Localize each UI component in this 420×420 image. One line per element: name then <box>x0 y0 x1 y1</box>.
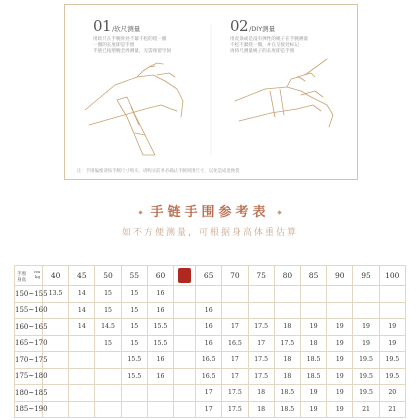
size-cell: 14 <box>69 319 95 336</box>
size-cell: 15 <box>121 319 147 336</box>
size-cell <box>353 286 379 303</box>
table-row <box>15 401 406 418</box>
weight-col: 65 <box>196 266 222 286</box>
table-header-row <box>15 266 406 286</box>
seal-column-cell <box>174 401 196 418</box>
size-cell: 15 <box>121 302 147 319</box>
size-cell: 17 <box>248 335 274 352</box>
seal-icon <box>178 268 191 283</box>
size-cell: 17.5 <box>248 368 274 385</box>
size-cell: 19 <box>327 401 353 418</box>
size-cell: 13.5 <box>43 286 69 303</box>
size-cell <box>222 302 248 319</box>
table-row <box>15 319 406 336</box>
table-row <box>15 385 406 402</box>
diamond-icon <box>277 210 281 214</box>
size-cell <box>95 352 121 369</box>
size-cell: 17.5 <box>222 385 248 402</box>
size-cell: 17.5 <box>222 401 248 418</box>
size-cell: 19.5 <box>353 385 379 402</box>
size-cell: 16 <box>147 286 173 303</box>
weight-col: 60 <box>147 266 173 286</box>
size-cell <box>274 286 300 303</box>
size-cell: 17 <box>196 401 222 418</box>
height-range: 170~175 <box>15 352 43 369</box>
size-cell: 17 <box>196 385 222 402</box>
diamond-icon <box>139 210 143 214</box>
seal-column-cell <box>174 335 196 352</box>
height-range: 155~160 <box>15 302 43 319</box>
size-cell: 15 <box>95 302 121 319</box>
size-cell <box>379 302 405 319</box>
size-cell: 18.5 <box>300 352 326 369</box>
size-cell <box>69 368 95 385</box>
size-cell: 19 <box>327 352 353 369</box>
size-cell: 16 <box>147 352 173 369</box>
step-2-description: 用皮条或是没有弹性的绳子在手腕测量 不松不紧绕一圈，并在交接处标记 再将尺测量绳子的长度即是手围 <box>230 37 309 55</box>
size-cell <box>69 401 95 418</box>
size-cell: 18 <box>300 335 326 352</box>
weight-col: 85 <box>300 266 326 286</box>
size-cell: 15 <box>95 286 121 303</box>
size-cell: 19 <box>300 401 326 418</box>
table-row <box>15 302 406 319</box>
size-cell <box>327 302 353 319</box>
size-cell <box>248 286 274 303</box>
size-cell <box>69 352 95 369</box>
size-cell: 15.5 <box>147 335 173 352</box>
size-cell <box>300 302 326 319</box>
size-cell: 17.5 <box>248 319 274 336</box>
size-cell <box>121 401 147 418</box>
size-cell: 16.5 <box>196 368 222 385</box>
size-cell: 19.5 <box>353 352 379 369</box>
table-row <box>15 335 406 352</box>
size-cell: 18.5 <box>300 368 326 385</box>
size-cell: 17.5 <box>274 335 300 352</box>
table-row <box>15 352 406 369</box>
seal-column-cell <box>174 368 196 385</box>
weight-col: 95 <box>353 266 379 286</box>
size-cell: 19 <box>327 368 353 385</box>
size-cell: 19 <box>353 319 379 336</box>
size-cell: 18.5 <box>274 401 300 418</box>
step-1-description: 用软尺在手腕骨处不紧不松的绕一圈 一圈的长度即是手围 手链已按照腕全周测量，无需预留空间 <box>93 37 172 55</box>
size-cell: 18 <box>274 319 300 336</box>
size-cell <box>300 286 326 303</box>
size-cell <box>248 302 274 319</box>
seal-column-cell <box>174 319 196 336</box>
size-cell <box>327 286 353 303</box>
size-cell: 16 <box>196 319 222 336</box>
step-1-number: 01 <box>93 17 112 35</box>
size-cell: 19 <box>327 319 353 336</box>
table-row <box>15 368 406 385</box>
size-cell: 15 <box>121 286 147 303</box>
size-cell: 17.5 <box>248 352 274 369</box>
size-cell <box>147 385 173 402</box>
size-cell <box>95 401 121 418</box>
step-1 <box>93 17 203 56</box>
size-cell <box>95 368 121 385</box>
height-range: 180~185 <box>15 385 43 402</box>
weight-col: 90 <box>327 266 353 286</box>
size-cell: 15.5 <box>121 368 147 385</box>
weight-col: 40 <box>43 266 69 286</box>
weight-col: 80 <box>274 266 300 286</box>
size-cell: 19 <box>327 335 353 352</box>
size-cell: 15.5 <box>147 319 173 336</box>
size-cell: 19 <box>353 335 379 352</box>
table-row <box>15 286 406 303</box>
step-2 <box>230 17 340 56</box>
seal-column-cell <box>174 352 196 369</box>
size-cell <box>69 385 95 402</box>
size-cell: 14 <box>69 302 95 319</box>
instruction-panel <box>64 4 358 180</box>
size-cell: 17 <box>222 368 248 385</box>
height-range: 160~165 <box>15 319 43 336</box>
size-cell: 18.5 <box>274 385 300 402</box>
size-cell: 19.5 <box>353 368 379 385</box>
size-reference-table <box>14 265 406 418</box>
size-cell: 15 <box>95 335 121 352</box>
seal-column-cell <box>174 302 196 319</box>
size-cell: 16 <box>147 302 173 319</box>
weight-col: 50 <box>95 266 121 286</box>
table-corner: 手围 身高 cm kg <box>15 266 43 286</box>
size-cell: 17 <box>222 319 248 336</box>
size-cell <box>379 286 405 303</box>
size-cell: 19.5 <box>379 352 405 369</box>
size-cell: 19 <box>379 335 405 352</box>
size-cell: 16.5 <box>222 335 248 352</box>
size-cell: 16.5 <box>196 352 222 369</box>
height-range: 165~170 <box>15 335 43 352</box>
size-cell <box>274 302 300 319</box>
size-cell <box>95 385 121 402</box>
weight-col: 55 <box>121 266 147 286</box>
seal-cell <box>174 266 196 286</box>
weight-col: 70 <box>222 266 248 286</box>
size-cell: 21 <box>379 401 405 418</box>
seal-column-cell <box>174 385 196 402</box>
size-cell <box>353 302 379 319</box>
size-cell: 17 <box>222 352 248 369</box>
height-range: 175~180 <box>15 368 43 385</box>
height-range: 150~155 <box>15 286 43 303</box>
step-2-number: 02 <box>230 17 249 35</box>
size-cell: 16 <box>196 302 222 319</box>
step-1-title: /软尺测量 <box>112 25 141 33</box>
page-title: 手链手围参考表 <box>0 201 420 220</box>
size-cell: 20 <box>379 385 405 402</box>
size-cell <box>196 286 222 303</box>
size-cell: 16 <box>147 368 173 385</box>
step-2-title: /DIY测量 <box>249 25 276 33</box>
size-cell: 19 <box>379 319 405 336</box>
size-cell: 18 <box>248 401 274 418</box>
size-cell <box>147 401 173 418</box>
size-cell: 14.5 <box>95 319 121 336</box>
weight-col: 45 <box>69 266 95 286</box>
size-cell: 18 <box>274 352 300 369</box>
size-cell: 21 <box>353 401 379 418</box>
size-cell <box>69 335 95 352</box>
size-cell: 19 <box>300 385 326 402</box>
size-cell <box>121 385 147 402</box>
size-cell: 19 <box>327 385 353 402</box>
size-cell: 16 <box>196 335 222 352</box>
size-cell: 18 <box>248 385 274 402</box>
page-subtitle: 如不方便测量，可根据身高体重估算 <box>121 228 298 238</box>
weight-col: 100 <box>379 266 405 286</box>
height-range: 185~190 <box>15 401 43 418</box>
size-cell <box>222 286 248 303</box>
seal-column-cell <box>174 286 196 303</box>
size-cell: 15.5 <box>121 352 147 369</box>
size-cell: 18 <box>274 368 300 385</box>
measurement-note: 注：手围偏瘦请按手腕尺寸购买，请购买前务必确认手腕周围尺寸，以免造成退换货 <box>77 169 240 174</box>
size-cell: 19.5 <box>379 368 405 385</box>
weight-col: 75 <box>248 266 274 286</box>
size-cell: 15 <box>121 335 147 352</box>
size-cell: 19 <box>300 319 326 336</box>
size-cell: 14 <box>69 286 95 303</box>
